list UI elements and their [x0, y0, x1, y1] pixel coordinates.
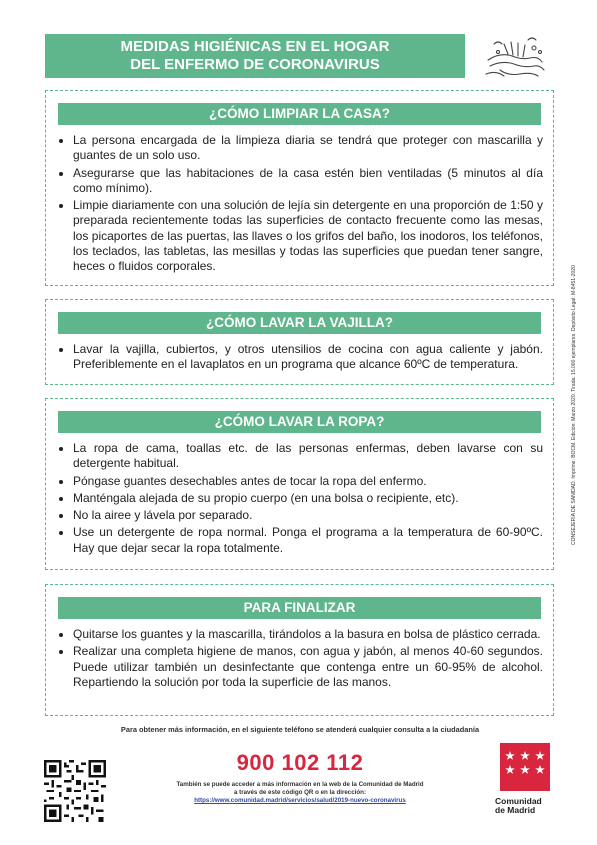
list-item: • Realizar una completa higiene de manos, con agua y jabón, al menos 40-60 segundos. Puede utilizar también un desinfectante que contenga entre un 60-95% de alcohol. Repartiendo la solución por toda la superficie de las manos. — [73, 644, 543, 690]
page-title — [45, 34, 465, 78]
title-line-2: DEL ENFERMO DE CORONAVIRUS — [130, 56, 380, 73]
list-item: • Limpie diariamente con una solución de lejía sin detergente en una proporción de 1:50 y preparada recientemente todas las superficies de contacto frecuente como las mesas, los picaportes de las puertas, las llaves o los grifos del baño, los inodoros, los teléfonos, los teclados, las tabletas, las mesillas y todas las superficies que puedan tener sangre, heces o fluidos corporales. — [73, 198, 543, 274]
list-item: • Póngase guantes desechables antes de tocar la ropa del enfermo. — [73, 474, 543, 489]
bullet-list — [59, 133, 543, 275]
web-info-line-2: a través de este código QR o en la dirección: — [233, 789, 367, 796]
section-washing-dishes — [45, 299, 554, 385]
logo-line-1: Comunidad — [495, 796, 542, 806]
web-info-line-1: También se puede acceder a más información en la web de la Comunidad de Madrid — [176, 781, 424, 788]
section-cleaning-house — [45, 90, 554, 286]
section-to-finish — [45, 584, 554, 716]
bullet-list — [59, 441, 543, 556]
comunidad-madrid-wordmark — [495, 797, 555, 815]
legal-side-text: CONSEJERÍA DE SANIDAD. Imprime: BOCM. Edición: Marzo 2020. Tirada: 15.000 ejemplares. Depósito Legal: M-8451-2020 — [571, 265, 577, 545]
section-heading: PARA FINALIZAR — [58, 597, 541, 619]
list-item: • Lavar la vajilla, cubiertos, y otros utensilios de cocina con agua caliente y jabón. Preferiblemente en el lavaplatos en un programa que alcance 60ºC de temperatura. — [73, 342, 543, 373]
section-washing-clothes — [45, 398, 554, 570]
qr-code-icon[interactable] — [44, 760, 106, 822]
washing-hands-icon — [480, 30, 550, 85]
title-line-1: MEDIDAS HIGIÉNICAS EN EL HOGAR — [120, 38, 390, 55]
website-link[interactable]: https://www.comunidad.madrid/servicios/salud/2019-nuevo-coronavirus — [194, 797, 406, 804]
section-heading: ¿CÓMO LAVAR LA ROPA? — [58, 411, 541, 433]
list-item: • Use un detergente de ropa normal. Ponga el programa a la temperatura de 60-90ºC. Hay que dejar secar la ropa totalmente. — [73, 525, 543, 556]
section-heading: ¿CÓMO LIMPIAR LA CASA? — [58, 103, 541, 125]
phone-number[interactable]: 900 102 112 — [236, 750, 364, 775]
footer-info-text: Para obtener más información, en el siguiente teléfono se atenderá cualquier consulta a la ciudadanía — [120, 725, 480, 734]
list-item: • Quitarse los guantes y la mascarilla, tirándolos a la basura en bolsa de plástico cerrada. — [73, 627, 543, 642]
comunidad-madrid-stars-logo — [500, 743, 550, 791]
bullet-list — [59, 342, 543, 373]
list-item: • No la airee y lávela por separado. — [73, 508, 543, 523]
list-item: • Manténgala alejada de su propio cuerpo (en una bolsa o recipiente, etc). — [73, 491, 543, 506]
list-item: • La ropa de cama, toallas etc. de las personas enfermas, deben lavarse con su detergente habitual. — [73, 441, 543, 472]
logo-line-2: de Madrid — [495, 805, 536, 815]
list-item: • Asegurarse que las habitaciones de la casa estén bien ventiladas (5 minutos al día como mínimo). — [73, 166, 543, 197]
bullet-list — [59, 627, 543, 690]
list-item: • La persona encargada de la limpieza diaria se tendrá que proteger con mascarilla y guantes de un solo uso. — [73, 133, 543, 164]
web-info — [150, 781, 450, 805]
section-heading: ¿CÓMO LAVAR LA VAJILLA? — [58, 312, 541, 334]
